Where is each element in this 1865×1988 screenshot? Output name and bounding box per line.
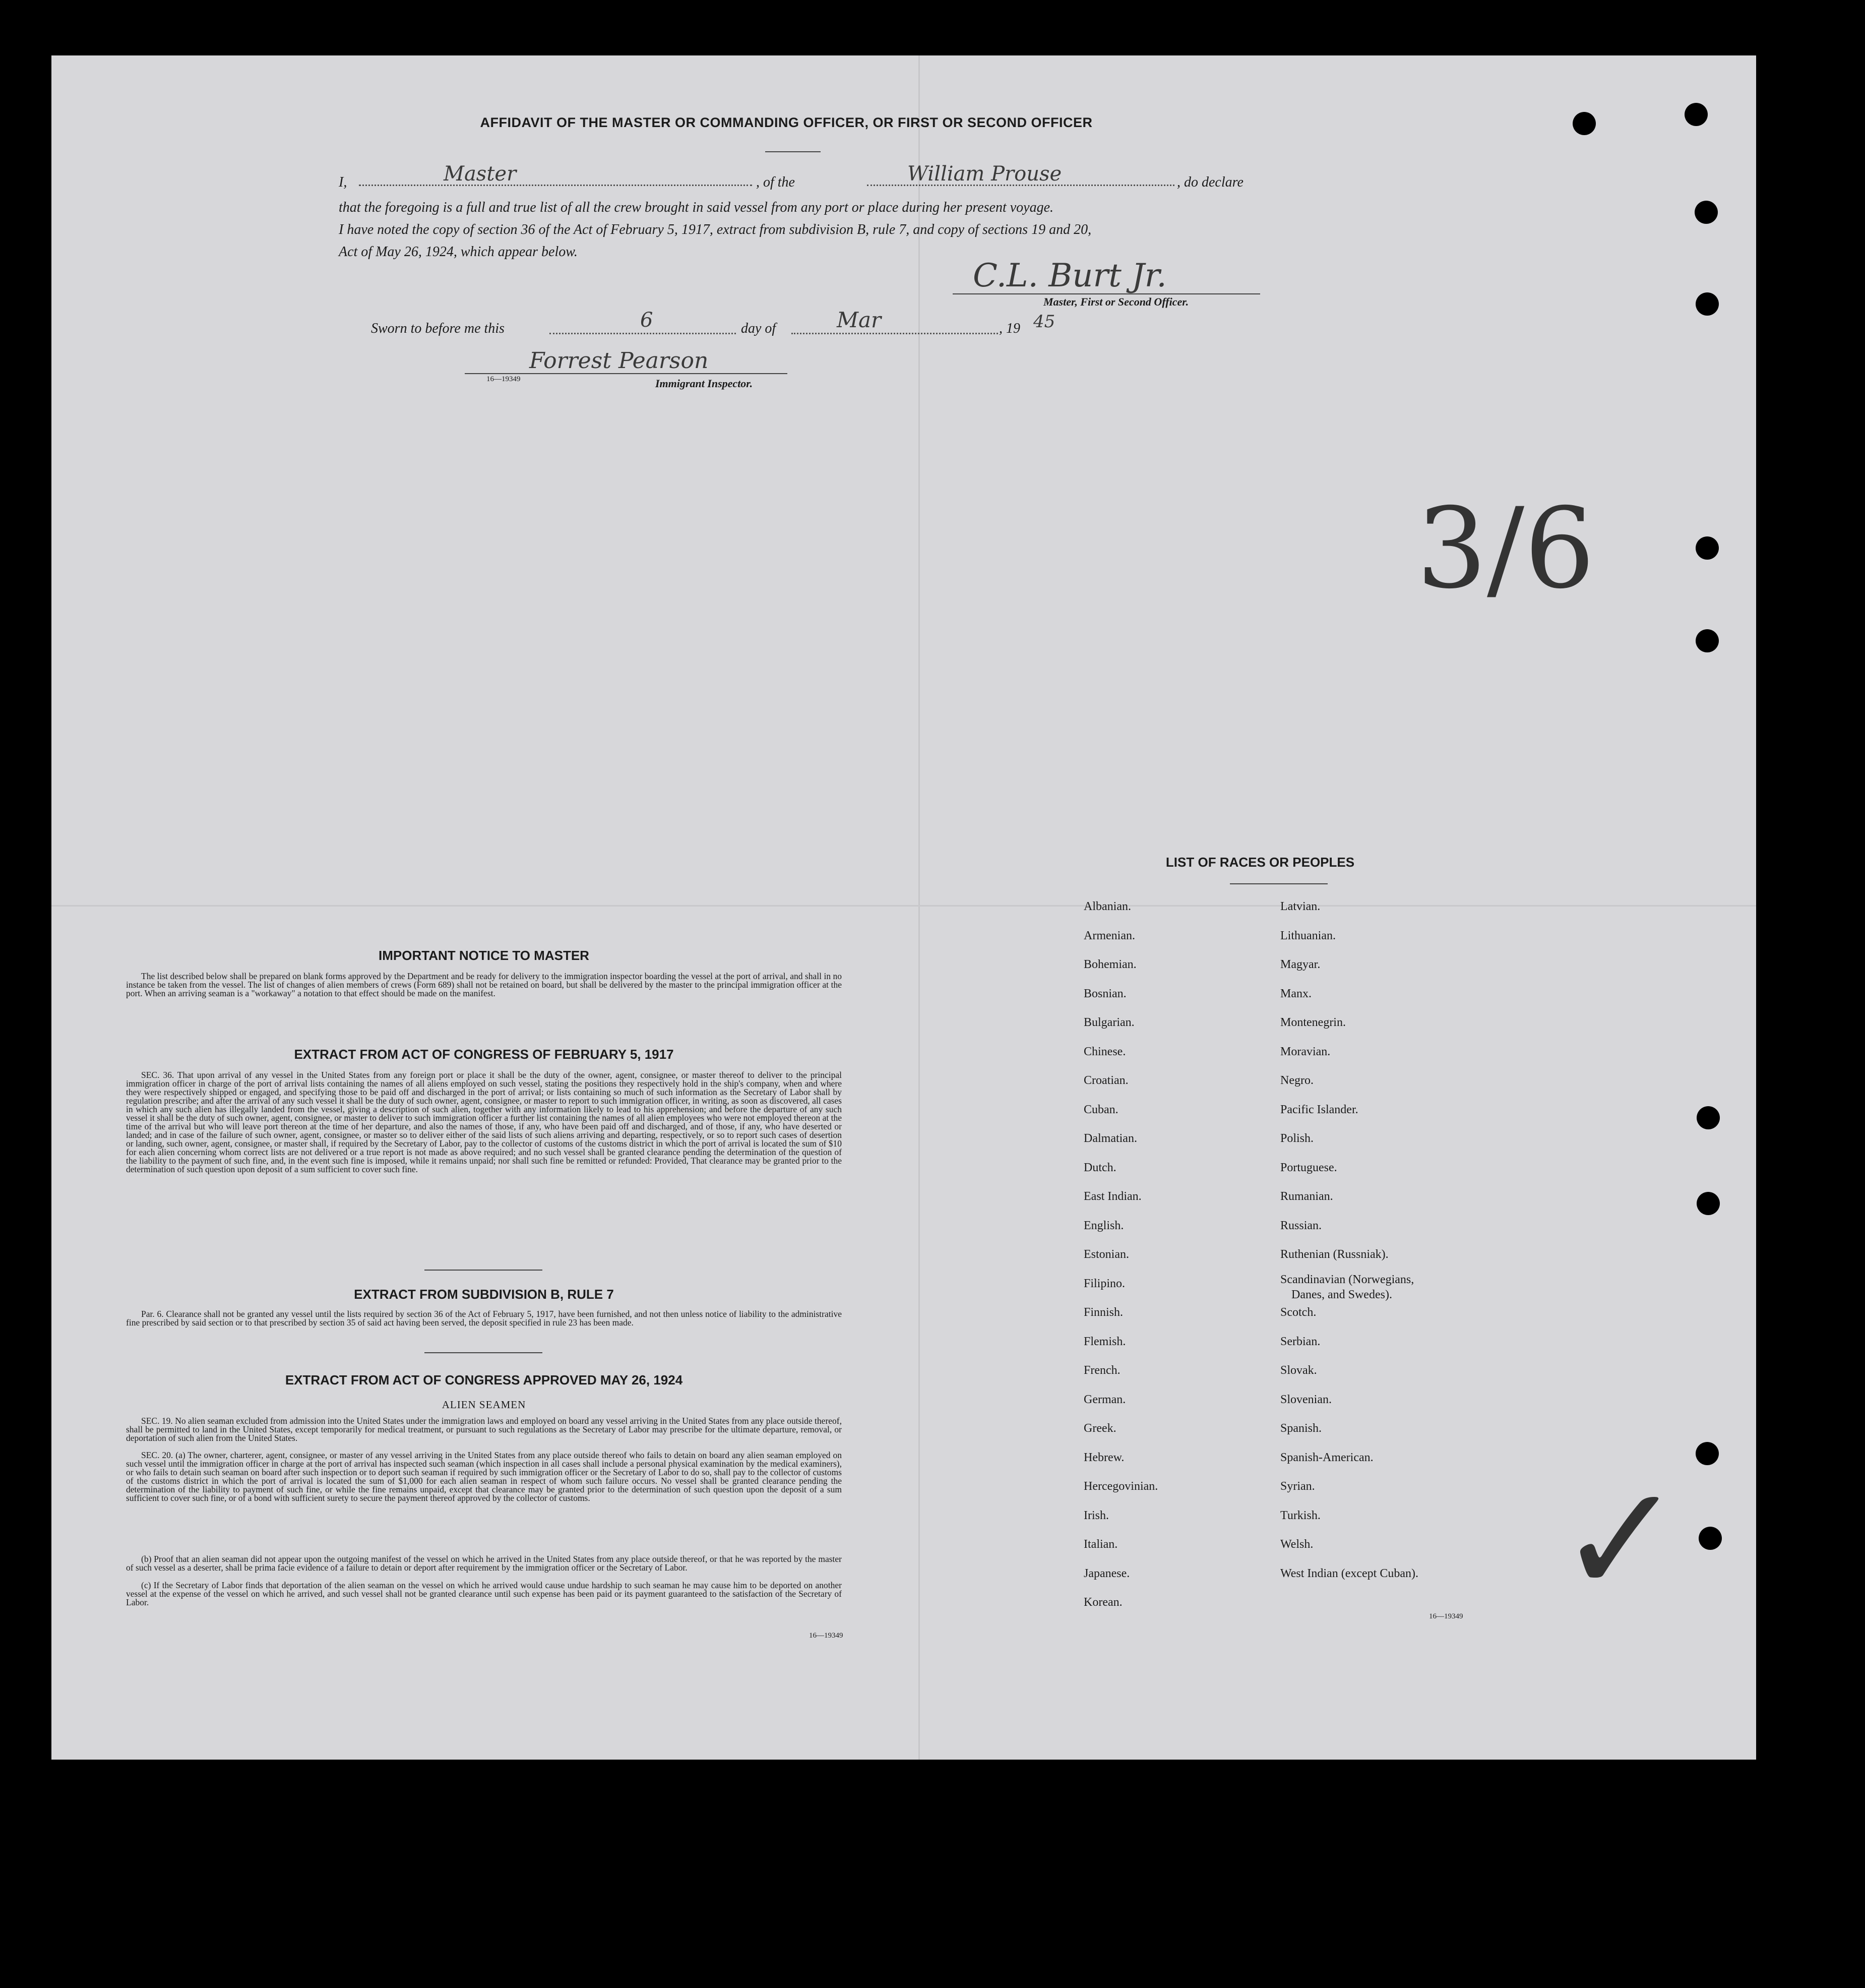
signature-line <box>953 293 1260 294</box>
race-item: Finnish. <box>1084 1306 1124 1319</box>
race-item: Cuban. <box>1084 1103 1118 1116</box>
race-item: Negro. <box>1280 1074 1314 1087</box>
race-item: East Indian. <box>1084 1190 1142 1203</box>
race-item: Ruthenian (Russniak). <box>1280 1248 1389 1261</box>
punch-hole <box>1696 629 1719 652</box>
punch-hole <box>1697 1106 1720 1129</box>
race-item: Lithuanian. <box>1280 929 1336 942</box>
extract-1917-title: EXTRACT FROM ACT OF CONGRESS OF FEBRUARY 5, 1917 <box>294 1047 674 1062</box>
race-item: Latvian. <box>1280 900 1321 913</box>
signature-label: Master, First or Second Officer. <box>1043 295 1189 308</box>
inspector-label: Immigrant Inspector. <box>655 377 753 390</box>
inspector-line <box>465 373 787 374</box>
month-field-line <box>791 333 998 334</box>
race-item: Manx. <box>1280 987 1312 1000</box>
race-item: Flemish. <box>1084 1335 1126 1348</box>
notice-text: The list described below shall be prepared on blank forms approved by the Department and be ready for delivery to the immigration inspector boarding the vessel at the port of arrival, and shall in no instance be taken from the vessel. The list of changes of alien members of crews (Form 689) shall not be retained on board, but shall be delivered by the master to the principal immigration officer at the port. When an arriving seaman is a "workaway" a notation to that effect should be made on the manifest. <box>126 971 842 998</box>
i-label: I, <box>339 174 347 190</box>
affidavit-title: AFFIDAVIT OF THE MASTER OR COMMANDING OFFICER, OR FIRST OR SECOND OFFICER <box>480 115 1093 130</box>
race-item: Chinese. <box>1084 1045 1126 1058</box>
race-item: Bohemian. <box>1084 958 1137 971</box>
race-item: Hercegovinian. <box>1084 1480 1158 1493</box>
race-item: Scotch. <box>1280 1306 1317 1319</box>
punch-hole <box>1695 201 1718 224</box>
race-item: Spanish-American. <box>1280 1451 1374 1464</box>
sec-20c-text: (c) If the Secretary of Labor finds that deportation of the alien seaman on the vessel on which he arrived would cause undue hardship to such seaman he may cause him to be deported on another vessel at the expense of the vessel on which he arrived, and such vessel shall not be granted clearance until such expense has been paid or its payment guaranteed to the satisfaction of the Secretary of Labor. <box>126 1580 842 1607</box>
races-title: LIST OF RACES OR PEOPLES <box>1165 855 1355 870</box>
race-item: Portuguese. <box>1280 1161 1337 1174</box>
race-item: Italian. <box>1084 1538 1118 1551</box>
race-item: Scandinavian (Norwegians, <box>1280 1273 1414 1286</box>
master-field-line <box>359 185 752 186</box>
race-item: Irish. <box>1084 1509 1109 1522</box>
races-title-rule <box>1230 883 1328 884</box>
race-item: Polish. <box>1280 1132 1314 1145</box>
notice-title: IMPORTANT NOTICE TO MASTER <box>379 948 589 963</box>
declaration-line-3: I have noted the copy of section 36 of the Act of February 5, 1917, extract from subdivision B, rule 7, and copy of sections 19 and 20, <box>339 222 1092 237</box>
extract-rule7-title: EXTRACT FROM SUBDIVISION B, RULE 7 <box>354 1287 614 1302</box>
master-signature: C.L. Burt Jr. <box>973 257 1167 294</box>
race-item: French. <box>1084 1364 1121 1377</box>
race-item: Serbian. <box>1280 1335 1321 1348</box>
form-number: 16—19349 <box>486 375 521 383</box>
race-item: Japanese. <box>1084 1567 1130 1580</box>
race-item: Armenian. <box>1084 929 1135 942</box>
punch-hole <box>1696 292 1719 316</box>
race-item: Albanian. <box>1084 900 1131 913</box>
alien-seamen-subtitle: ALIEN SEAMEN <box>442 1399 526 1411</box>
punch-hole <box>1696 536 1719 560</box>
race-item: Dalmatian. <box>1084 1132 1137 1145</box>
inspector-signature: Forrest Pearson <box>529 348 709 374</box>
race-item: Croatian. <box>1084 1074 1129 1087</box>
title-rule <box>765 151 821 152</box>
page-content <box>51 55 1756 1760</box>
race-item: Korean. <box>1084 1596 1123 1609</box>
year-handwriting: 45 <box>1033 312 1055 332</box>
race-item: Bosnian. <box>1084 987 1127 1000</box>
vessel-handwriting: William Prouse <box>907 162 1062 186</box>
race-item: Montenegrin. <box>1280 1016 1346 1029</box>
sec-20a-text: SEC. 20. (a) The owner, charterer, agent, consignee, or master of any vessel arriving in the United States from any place outside thereof who fails to detain on board any alien seaman employed on such vessel until the immigration officer in charge at the port of arrival has inspected such seaman (which inspection in all cases shall include a personal physical examination by the medical examiners), or who fails to detain such seaman on board after such inspection or to deport such seaman if required by such immigration officer or the Secretary of Labor to do so, shall pay to the collector of customs of the customs district in which the port of arrival is located the sum of $1,000 for each alien seaman in respect of whom such failure occurs. No vessel shall be granted clearance pending the determination of the liability to payment of such fine, or while the fine remains unpaid, except that clearance may be granted prior to the determination of such question upon the deposit of a sum sufficient to cover such fine, or of a bond with sufficient surety to secure the payment thereof approved by the collector of customs. <box>126 1450 842 1503</box>
month-handwriting: Mar <box>837 308 882 332</box>
punch-hole <box>1699 1527 1722 1550</box>
race-item: Spanish. <box>1280 1422 1322 1435</box>
race-item: Dutch. <box>1084 1161 1116 1174</box>
race-item: Rumanian. <box>1280 1190 1333 1203</box>
day-handwriting: 6 <box>640 309 653 332</box>
race-item: Magyar. <box>1280 958 1321 971</box>
race-item: Filipino. <box>1084 1277 1126 1290</box>
race-item: Pacific Islander. <box>1280 1103 1358 1116</box>
sec-20b-text: (b) Proof that an alien seaman did not appear upon the outgoing manifest of the vessel on which he arrived in the United States from any place outside thereof, or that he was reported by the master of such vessel as a deserter, shall be prima facie evidence of a failure to detain or deport after requirement by the immigration officer or the Secretary of Labor. <box>126 1554 842 1573</box>
race-item: Bulgarian. <box>1084 1016 1135 1029</box>
race-item: Greek. <box>1084 1422 1116 1435</box>
extract-1924-title: EXTRACT FROM ACT OF CONGRESS APPROVED MAY 26, 1924 <box>285 1372 683 1388</box>
declaration-line-4: Act of May 26, 1924, which appear below. <box>339 244 578 260</box>
extract-rule7-text: Par. 6. Clearance shall not be granted any vessel until the lists required by section 36 of the Act of February 5, 1917, have been furnished, and not then unless notice of liability to the administrative fine prescribed by said section or to that prescribed by section 35 of said act having been served, the deposit specified in rule 23 has been made. <box>126 1309 842 1328</box>
master-handwriting: Master <box>444 162 517 186</box>
handwritten-fraction: 3/6 <box>1416 484 1595 613</box>
punch-hole <box>1696 1442 1719 1465</box>
punch-hole <box>1697 1192 1720 1215</box>
race-item: Slovenian. <box>1280 1393 1332 1406</box>
race-item: Welsh. <box>1280 1538 1314 1551</box>
do-declare-label: , do declare <box>1177 174 1244 190</box>
form-number: 16—19349 <box>1429 1612 1463 1620</box>
race-item: Moravian. <box>1280 1045 1331 1058</box>
race-item: Hebrew. <box>1084 1451 1125 1464</box>
race-item: Estonian. <box>1084 1248 1129 1261</box>
race-item: Slovak. <box>1280 1364 1317 1377</box>
fold-line-vertical <box>918 55 920 1760</box>
year-prefix: , 19 <box>999 321 1020 336</box>
extract-1917-text: SEC. 36. That upon arrival of any vessel in the United States from any foreign port or place it shall be the duty of the owner, agent, consignee, or master thereof to deliver to the principal immigration officer in charge of the port of arrival lists containing the names of all aliens employed on such vessel, stating the positions they respectively hold in the ship's company, when and where they were respectively shipped or engaged, and specifying those to be paid off and discharged in the port of arrival; or lists containing so much of such information as the Secretary of Labor shall by regulation prescribe; and after the arrival of any such vessel it shall be the duty of such owner, agent, consignee, or master to report to such immigration officer, in writing, as soon as discovered, all cases in which any such alien has illegally landed from the vessel, giving a description of such alien, together with any information likely to lead to his apprehension; and before the departure of any such vessel it shall be the duty of such owner, agent, consignee, or master to deliver to such immigration officer a further list containing the names of all alien employees who were not employed thereon at the time of the arrival but who will leave port thereon at the time of her departure, and also the names of those, if any, who have been paid off and discharged, and of those, if any, who have deserted or landed; and in case of the failure of such owner, agent, consignee, or master so to deliver either of the said lists of such aliens arriving and departing, respectively, or so to report such cases of desertion or landing, such owner, agent, consignee, or master shall, if required by the Secretary of Labor, pay to the collector of customs of the customs district in which the port of arrival is located the sum of $10 for each alien concerning whom correct lists are not delivered or a true report is not made as above required; and no such vessel shall be granted clearance pending the determination of the question of the liability to the payment of such fine, and, in the event such fine is imposed, while it remains unpaid; nor shall such fine be remitted or refunded: Provided, That clearance may be granted prior to the determination of such question upon deposit of a sum sufficient to cover such fine. <box>126 1070 842 1174</box>
race-item: Turkish. <box>1280 1509 1321 1522</box>
punch-hole <box>1685 103 1708 126</box>
day-field-line <box>549 333 736 334</box>
race-item: German. <box>1084 1393 1126 1406</box>
day-of-label: day of <box>741 321 776 336</box>
form-number: 16—19349 <box>809 1632 843 1640</box>
sworn-label: Sworn to before me this <box>371 321 505 336</box>
sec-19-text: SEC. 19. No alien seaman excluded from admission into the United States under the immigration laws and employed on board any vessel arriving in the United States from any place outside thereof, shall be permitted to land in the United States, except temporarily for medical treatment, or pursuant to such regulations as the Secretary of Labor may prescribe for the ultimate departure, removal, or deportation of such alien from the United States. <box>126 1416 842 1443</box>
fold-line-horizontal <box>51 905 1756 907</box>
race-item: English. <box>1084 1219 1124 1232</box>
race-item: Syrian. <box>1280 1480 1315 1493</box>
handwritten-check: ✓ <box>1558 1452 1685 1628</box>
race-item: Russian. <box>1280 1219 1322 1232</box>
section-divider <box>424 1352 542 1353</box>
punch-hole <box>1573 112 1596 135</box>
of-the-label: , of the <box>756 174 795 190</box>
declaration-line-2: that the foregoing is a full and true list of all the crew brought in said vessel from any port or place during her present voyage. <box>339 200 1054 215</box>
race-item: West Indian (except Cuban). <box>1280 1567 1418 1580</box>
section-divider <box>424 1270 542 1271</box>
race-item: Danes, and Swedes). <box>1291 1288 1392 1301</box>
